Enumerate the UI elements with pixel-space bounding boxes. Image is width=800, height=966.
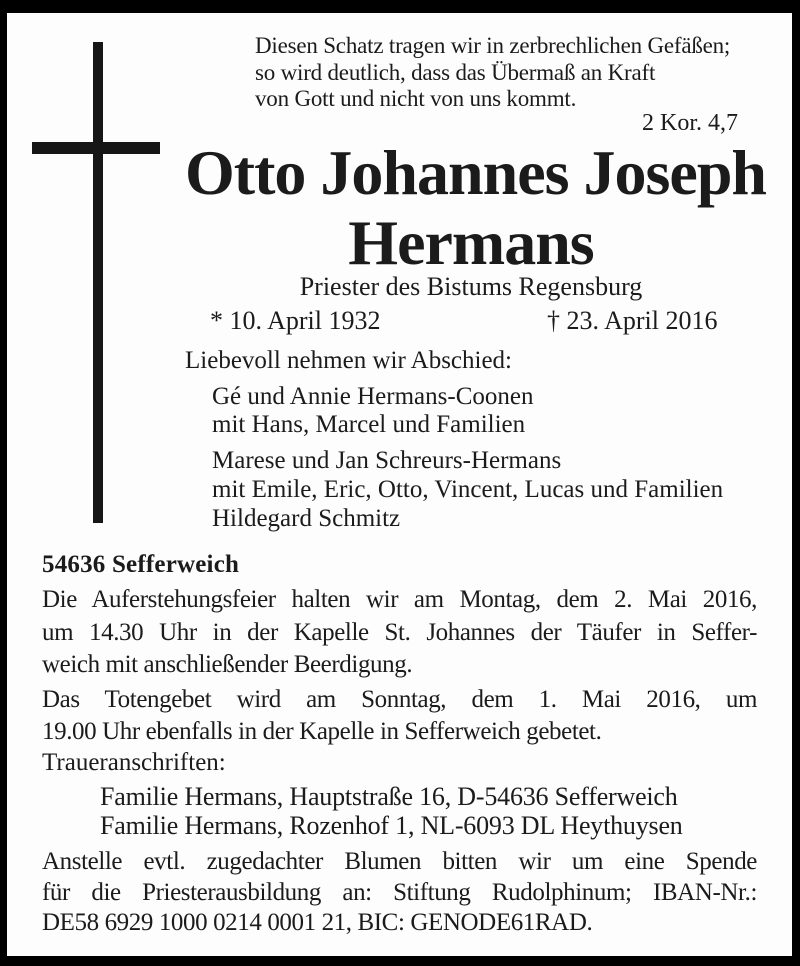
addresses-label: Traueranschriften:: [42, 749, 226, 776]
farewell-intro: Liebevoll nehmen wir Abschied:: [185, 347, 513, 374]
bible-quote: [255, 33, 730, 113]
deceased-name-line1: Otto Johannes Joseph: [185, 137, 766, 208]
bible-quote-line: von Gott und nicht von uns kommt.: [255, 86, 577, 111]
cross-bar: [32, 142, 160, 154]
mourner-line: mit Hans, Marcel und Familien: [212, 411, 526, 438]
deceased-name-line2: Hermans: [348, 207, 594, 278]
mourner-line: Marese und Jan Schreurs-Hermans: [212, 447, 562, 474]
location-heading: 54636 Sefferweich: [42, 551, 240, 578]
paragraph-line: Anstelle evtl. zugedachter Blumen bitten wir um eine Spende: [42, 848, 757, 875]
mourner-line: Gé und Annie Hermans-Coonen: [212, 383, 534, 410]
address-line: Familie Hermans, Rozenhof 1, NL-6093 DL Heythuysen: [100, 811, 683, 840]
bible-quote-line: so wird deutlich, dass das Übermaß an Kraft: [255, 59, 656, 85]
mourner-group: [212, 383, 533, 439]
donation-paragraph: [42, 847, 757, 939]
paragraph-line: um 14.30 Uhr in der Kapelle St. Johannes der Täufer in Seffer-: [42, 618, 757, 646]
mourner-group: [212, 506, 400, 531]
bible-quote-line: Diesen Schatz tragen wir in zerbrechlichen Gefäßen;: [255, 33, 731, 58]
prayer-paragraph: [42, 684, 757, 748]
birth-date: * 10. April 1932: [210, 306, 381, 335]
paragraph-line: Das Totengebet wird am Sonntag, dem 1. Mai 2016, um: [42, 686, 757, 713]
paragraph-line: DE58 6929 1000 0214 0001 21, BIC: GENODE61RAD.: [42, 909, 593, 936]
mourner-group: [212, 446, 723, 504]
cross-stem: [93, 42, 103, 523]
bible-reference: 2 Kor. 4,7: [642, 110, 738, 136]
paragraph-line: weich mit anschließender Beerdigung.: [42, 651, 413, 678]
address-line: Familie Hermans, Hauptstraße 16, D-54636 Sefferweich: [100, 782, 678, 811]
paragraph-line: 19.00 Uhr ebenfalls in der Kapelle in Sefferweich gebetet.: [42, 718, 602, 745]
resurrection-paragraph: [42, 584, 757, 682]
deceased-subtitle: Priester des Bistums Regensburg: [299, 272, 643, 301]
addresses-block: [100, 782, 683, 840]
death-date: † 23. April 2016: [547, 306, 718, 335]
mourner-line: mit Emile, Eric, Otto, Vincent, Lucas und Familien: [212, 476, 724, 503]
paragraph-line: für die Priesterausbildung an: Stiftung Rudolphinum; IBAN-Nr.:: [42, 878, 757, 906]
paragraph-line: Die Auferstehungsfeier halten wir am Montag, dem 2. Mai 2016,: [42, 586, 757, 613]
life-dates: [0, 308, 800, 336]
mourner-line: Hildegard Schmitz: [212, 505, 401, 532]
